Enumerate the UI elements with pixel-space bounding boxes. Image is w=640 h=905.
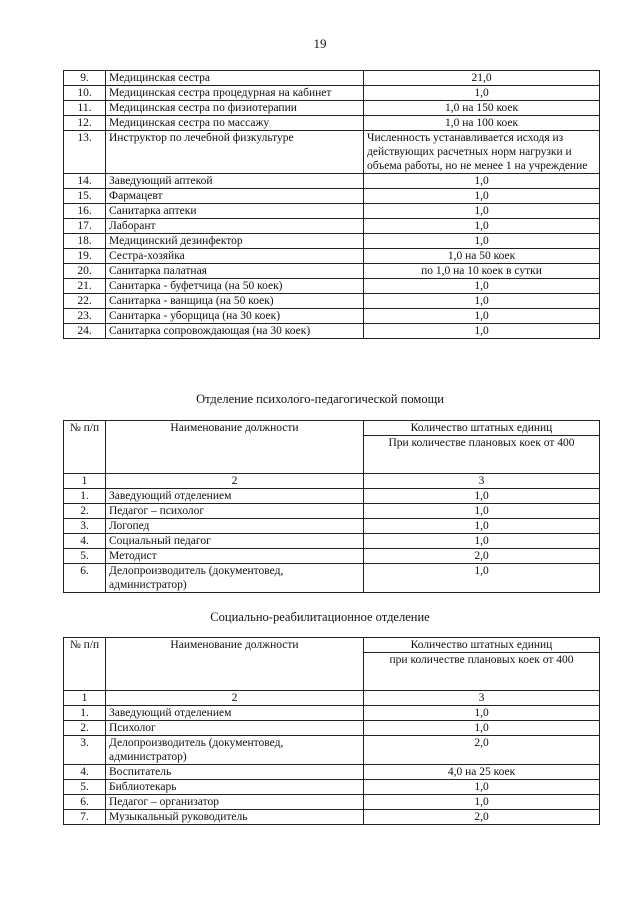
row-value: 1,0 <box>364 86 600 101</box>
row-num: 7. <box>64 810 106 825</box>
row-num: 22. <box>64 294 106 309</box>
row-value: 1,0 <box>364 489 600 504</box>
row-num: 3. <box>64 736 106 765</box>
row-name: Санитарка - ванщица (на 50 коек) <box>106 294 364 309</box>
table-row <box>64 249 600 264</box>
row-num: 5. <box>64 780 106 795</box>
table-row <box>64 204 600 219</box>
index-cell: 2 <box>106 474 364 489</box>
row-value: 1,0 <box>364 189 600 204</box>
row-name: Педагог – психолог <box>106 504 364 519</box>
table-header-row <box>64 638 600 653</box>
table-row <box>64 101 600 116</box>
row-value: Численность устанавливается исходя из действующих расчетных норм нагрузки и объема работы, но не менее 1 на учреждение <box>364 131 600 174</box>
table-row <box>64 780 600 795</box>
row-num: 13. <box>64 131 106 174</box>
index-cell: 1 <box>64 474 106 489</box>
row-name: Заведующий отделением <box>106 706 364 721</box>
header-sub: при количестве плановых коек от 400 <box>364 653 600 691</box>
row-value: 1,0 <box>364 294 600 309</box>
row-value: 1,0 <box>364 234 600 249</box>
row-name: Инструктор по лечебной физкультуре <box>106 131 364 174</box>
row-name: Заведующий аптекой <box>106 174 364 189</box>
row-num: 14. <box>64 174 106 189</box>
staff-table-rehab <box>63 637 600 825</box>
row-name: Медицинская сестра по массажу <box>106 116 364 131</box>
section-title-rehab: Социально-реабилитационное отделение <box>210 610 430 624</box>
table-row <box>64 795 600 810</box>
row-num: 4. <box>64 534 106 549</box>
row-num: 5. <box>64 549 106 564</box>
table-row <box>64 765 600 780</box>
row-name: Педагог – организатор <box>106 795 364 810</box>
page-number: 19 <box>313 36 327 51</box>
table-row <box>64 116 600 131</box>
row-name: Санитарка палатная <box>106 264 364 279</box>
table-row <box>64 219 600 234</box>
row-num: 10. <box>64 86 106 101</box>
row-name: Медицинский дезинфектор <box>106 234 364 249</box>
row-num: 21. <box>64 279 106 294</box>
row-value: 2,0 <box>364 810 600 825</box>
row-name: Санитарка аптеки <box>106 204 364 219</box>
row-name: Санитарка - буфетчица (на 50 коек) <box>106 279 364 294</box>
table-row <box>64 549 600 564</box>
row-name: Делопроизводитель (документовед, администратор) <box>106 564 364 593</box>
row-name: Воспитатель <box>106 765 364 780</box>
row-num: 3. <box>64 519 106 534</box>
row-value: 1,0 <box>364 780 600 795</box>
header-num: № п/п <box>64 421 106 474</box>
row-value: 1,0 <box>364 534 600 549</box>
row-name: Санитарка - уборщица (на 30 коек) <box>106 309 364 324</box>
table-index-row <box>64 474 600 489</box>
table3-body <box>64 706 600 825</box>
row-value: 1,0 <box>364 324 600 339</box>
row-value: 1,0 на 50 коек <box>364 249 600 264</box>
row-value: 1,0 на 150 коек <box>364 101 600 116</box>
table-row <box>64 131 600 174</box>
table2-body <box>64 489 600 593</box>
row-num: 4. <box>64 765 106 780</box>
row-name: Делопроизводитель (документовед, администратор) <box>106 736 364 765</box>
row-num: 9. <box>64 71 106 86</box>
row-value: 4,0 на 25 коек <box>364 765 600 780</box>
row-num: 6. <box>64 564 106 593</box>
row-value: 1,0 <box>364 721 600 736</box>
header-count: Количество штатных единиц <box>364 638 600 653</box>
table-row <box>64 264 600 279</box>
row-num: 23. <box>64 309 106 324</box>
row-value: 1,0 <box>364 204 600 219</box>
row-num: 1. <box>64 706 106 721</box>
row-num: 20. <box>64 264 106 279</box>
row-value: 1,0 <box>364 795 600 810</box>
table-row <box>64 71 600 86</box>
index-cell: 3 <box>364 691 600 706</box>
table-row <box>64 234 600 249</box>
table-row <box>64 489 600 504</box>
row-num: 6. <box>64 795 106 810</box>
row-num: 18. <box>64 234 106 249</box>
table-row <box>64 534 600 549</box>
row-num: 17. <box>64 219 106 234</box>
table-row <box>64 736 600 765</box>
table-index-row <box>64 691 600 706</box>
row-name: Лаборант <box>106 219 364 234</box>
table-row <box>64 519 600 534</box>
row-value: 2,0 <box>364 549 600 564</box>
table-row <box>64 279 600 294</box>
table-row <box>64 504 600 519</box>
index-cell: 2 <box>106 691 364 706</box>
row-num: 1. <box>64 489 106 504</box>
row-value: 1,0 <box>364 564 600 593</box>
row-name: Санитарка сопровождающая (на 30 коек) <box>106 324 364 339</box>
index-cell: 3 <box>364 474 600 489</box>
header-name: Наименование должности <box>106 638 364 691</box>
row-value: 2,0 <box>364 736 600 765</box>
row-name: Методист <box>106 549 364 564</box>
table-row <box>64 189 600 204</box>
row-name: Библиотекарь <box>106 780 364 795</box>
row-value: 1,0 <box>364 219 600 234</box>
table-row <box>64 174 600 189</box>
table-row <box>64 564 600 593</box>
header-name: Наименование должности <box>106 421 364 474</box>
row-name: Медицинская сестра процедурная на кабинет <box>106 86 364 101</box>
table-row <box>64 706 600 721</box>
table-header-row <box>64 421 600 436</box>
header-sub: При количестве плановых коек от 400 <box>364 436 600 474</box>
staff-table-psych <box>63 420 600 593</box>
row-value: 21,0 <box>364 71 600 86</box>
table-row <box>64 86 600 101</box>
row-name: Заведующий отделением <box>106 489 364 504</box>
row-name: Логопед <box>106 519 364 534</box>
staff-table-continued <box>63 70 600 339</box>
row-num: 24. <box>64 324 106 339</box>
row-name: Психолог <box>106 721 364 736</box>
row-value: 1,0 <box>364 309 600 324</box>
row-value: 1,0 <box>364 519 600 534</box>
row-name: Сестра-хозяйка <box>106 249 364 264</box>
table-row <box>64 721 600 736</box>
table1-body <box>64 71 600 339</box>
row-num: 15. <box>64 189 106 204</box>
section-title-psych: Отделение психолого-педагогической помощи <box>196 392 444 406</box>
row-num: 2. <box>64 504 106 519</box>
table-row <box>64 324 600 339</box>
row-name: Медицинская сестра <box>106 71 364 86</box>
table-row <box>64 294 600 309</box>
row-num: 16. <box>64 204 106 219</box>
row-name: Медицинская сестра по физиотерапии <box>106 101 364 116</box>
header-count: Количество штатных единиц <box>364 421 600 436</box>
row-name: Фармацевт <box>106 189 364 204</box>
row-num: 11. <box>64 101 106 116</box>
row-num: 2. <box>64 721 106 736</box>
header-num: № п/п <box>64 638 106 691</box>
row-value: 1,0 <box>364 706 600 721</box>
row-value: 1,0 <box>364 279 600 294</box>
row-value: по 1,0 на 10 коек в сутки <box>364 264 600 279</box>
table-row <box>64 810 600 825</box>
row-num: 19. <box>64 249 106 264</box>
row-name: Социальный педагог <box>106 534 364 549</box>
row-value: 1,0 <box>364 504 600 519</box>
row-name: Музыкальный руководитель <box>106 810 364 825</box>
row-num: 12. <box>64 116 106 131</box>
index-cell: 1 <box>64 691 106 706</box>
row-value: 1,0 <box>364 174 600 189</box>
row-value: 1,0 на 100 коек <box>364 116 600 131</box>
table-row <box>64 309 600 324</box>
